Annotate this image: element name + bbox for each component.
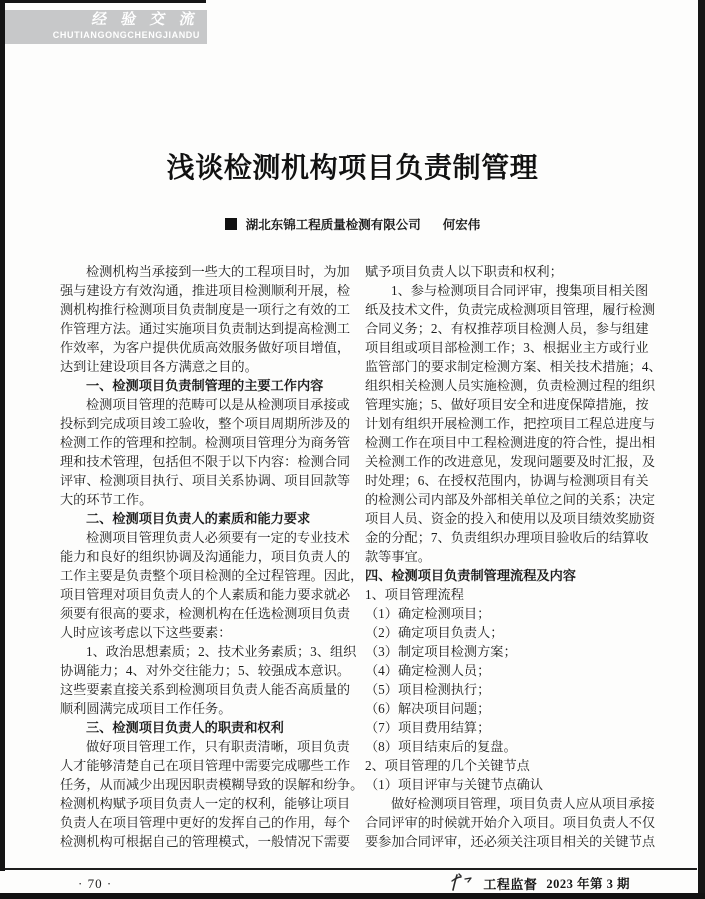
section-banner xyxy=(5,10,207,44)
text-line: 测机构推行检测项目负责制度是一项行之有效的工 xyxy=(60,302,351,317)
text-line: 协调能力；4、对外交往能力；5、较强成本意识。 xyxy=(60,663,351,678)
text-line: 1、项目管理流程 xyxy=(365,587,464,602)
right-edge-bar xyxy=(698,0,705,899)
text-line: 作效率，为客户提供优质高效服务做好项目增值， xyxy=(60,340,351,355)
text-line: 须要有很高的要求，检测机构在任选检测项目负责 xyxy=(60,606,351,621)
text-line: （5）项目检测执行； xyxy=(365,682,491,697)
author-marker-icon xyxy=(225,218,237,230)
text-line: 项目组或项目部检测工作；3、根据业主方或行业 xyxy=(365,340,649,355)
text-line: 三、检测项目负责人的职责和权利 xyxy=(86,720,284,735)
text-line: （8）项目结束后的复盘。 xyxy=(365,739,517,754)
text-line: 做好项目管理工作，只有职责清晰，项目负责 xyxy=(86,739,350,754)
footer-journal-info xyxy=(450,873,630,893)
text-line: 检测机构可根据自己的管理模式，一般情况下需要 xyxy=(60,834,351,849)
text-line: 检测项目管理负责人必须要有一定的专业技术 xyxy=(86,530,350,545)
text-line: 四、检测项目负责制管理流程及内容 xyxy=(365,568,576,583)
text-line: 这些要素直接关系到检测项目负责人能否高质量的 xyxy=(60,682,351,697)
text-line: 计划有组织开展检测工作，把控项目工程总进度与 xyxy=(365,416,656,431)
footer-rule xyxy=(5,868,697,870)
banner-title: 经 验 交 流 xyxy=(90,11,202,28)
right-column xyxy=(365,262,662,851)
text-line: 投标到完成项目竣工验收，整个项目周期所涉及的 xyxy=(60,416,351,431)
author-line xyxy=(0,215,705,233)
text-line: 金的分配；7、负责组织办理项目验收后的结算收 xyxy=(365,530,649,545)
text-line: 时处理；6、在授权范围内，协调与检测项目有关 xyxy=(365,473,649,488)
text-line: 理和技术管理，包括但不限于以下内容：检测合同 xyxy=(60,454,351,469)
text-line: （1）确定检测项目； xyxy=(365,606,491,621)
text-line: 的检测公司内部及外部相关单位之间的关系；决定 xyxy=(365,492,656,507)
text-line: （4）确定检测人员； xyxy=(365,663,491,678)
text-line: 检测机构当承接到一些大的工程项目时，为加 xyxy=(86,264,350,279)
text-line: 赋予项目负责人以下职责和权利； xyxy=(365,264,563,279)
text-line: 作管理方法。通过实施项目负责制达到提高检测工 xyxy=(60,321,351,336)
text-line: 达到让建设项目各方满意之目的。 xyxy=(60,359,258,374)
text-line: 顺利圆满完成项目工作任务。 xyxy=(60,701,232,716)
text-line: 1、参与检测项目合同评审，搜集项目相关图 xyxy=(391,283,649,298)
journal-name: 工程监督 xyxy=(483,876,538,892)
text-line: 监管部门的要求制定检测方案、相关技术措施；4、 xyxy=(365,359,662,374)
journal-logo-icon xyxy=(450,873,474,893)
text-line: 检测机构赋予项目负责人一定的权利，能够让项目 xyxy=(60,796,351,811)
bottom-edge-bar xyxy=(0,893,705,899)
text-line: 关检测工作的改进意见，发现问题要及时汇报，及 xyxy=(365,454,656,469)
article-title: 浅谈检测机构项目负责制管理 xyxy=(166,152,539,183)
text-line: 款等事宜。 xyxy=(365,549,431,564)
text-line: 能力和良好的组织协调及沟通能力，项目负责人的 xyxy=(60,549,351,564)
text-line: 1、政治思想素质；2、技术业务素质；3、组织 xyxy=(86,644,357,659)
left-edge-bar xyxy=(0,0,5,871)
text-line: 纸及技术文件，负责完成检测项目管理，履行检测 xyxy=(365,302,656,317)
text-line: 大的环节工作。 xyxy=(60,492,153,507)
text-line: （1）项目评审与关键节点确认 xyxy=(365,777,544,792)
text-line: 检测工作在项目中工程检测进度的符合性，提出相 xyxy=(365,435,656,450)
left-column xyxy=(60,262,364,851)
text-line: 人才能够清楚自己在项目管理中需要完成哪些工作 xyxy=(60,758,351,773)
text-line: 检测项目管理的范畴可以是从检测项目承接或 xyxy=(86,397,350,412)
top-edge-bar xyxy=(0,0,206,3)
text-line: （7）项目费用结算； xyxy=(365,720,491,735)
banner-subtitle: CHUTIANGONGCHENGJIANDU xyxy=(52,30,200,40)
text-line: 人时应该考虑以下这些要素： xyxy=(60,625,232,640)
text-line: 强与建设方有效沟通，推进项目检测顺利开展，检 xyxy=(60,283,351,298)
text-line: 任务，从而减少出现因职责模糊导致的误解和纷争。 xyxy=(60,777,364,792)
author-name: 何宏伟 xyxy=(442,218,481,232)
text-line: 负责人在项目管理中更好的发挥自己的作用，每个 xyxy=(60,815,351,830)
text-line: 管理实施；5、做好项目安全和进度保障措施，按 xyxy=(365,397,649,412)
text-line: 工作主要是负责整个项目检测的全过程管理。因此， xyxy=(60,568,364,583)
text-line: （3）制定项目检测方案； xyxy=(365,644,517,659)
text-line: 做好检测项目管理，项目负责人应从项目承接 xyxy=(391,796,655,811)
text-line: 2、项目管理的几个关键节点 xyxy=(365,758,530,773)
author-affiliation: 湖北东锦工程质量检测有限公司 xyxy=(245,218,421,232)
text-line: 一、检测项目负责制管理的主要工作内容 xyxy=(86,378,324,393)
page-number: · 70 · xyxy=(78,876,113,891)
text-line: 项目管理对项目负责人的个人素质和能力要求就必 xyxy=(60,587,351,602)
text-line: 二、检测项目负责人的素质和能力要求 xyxy=(86,511,311,526)
text-line: （2）确定项目负责人； xyxy=(365,625,504,640)
text-line: 合同义务；2、有权推荐项目检测人员，参与组建 xyxy=(365,321,649,336)
text-line: 评审、检测项目执行、项目关系协调、项目回款等 xyxy=(60,473,351,488)
text-line: 项目人员、资金的投入和使用以及项目绩效奖励资 xyxy=(365,511,656,526)
journal-issue: 2023 年第 3 期 xyxy=(546,877,630,891)
text-line: 检测工作的管理和控制。检测项目管理分为商务管 xyxy=(60,435,351,450)
text-line: 要参加合同评审，还必须关注项目相关的关键节点 xyxy=(365,834,656,849)
text-line: 组织相关检测人员实施检测，负责检测过程的组织 xyxy=(365,378,656,393)
text-line: 合同评审的时候就开始介入项目。项目负责人不仅 xyxy=(365,815,656,830)
text-line: （6）解决项目问题； xyxy=(365,701,491,716)
